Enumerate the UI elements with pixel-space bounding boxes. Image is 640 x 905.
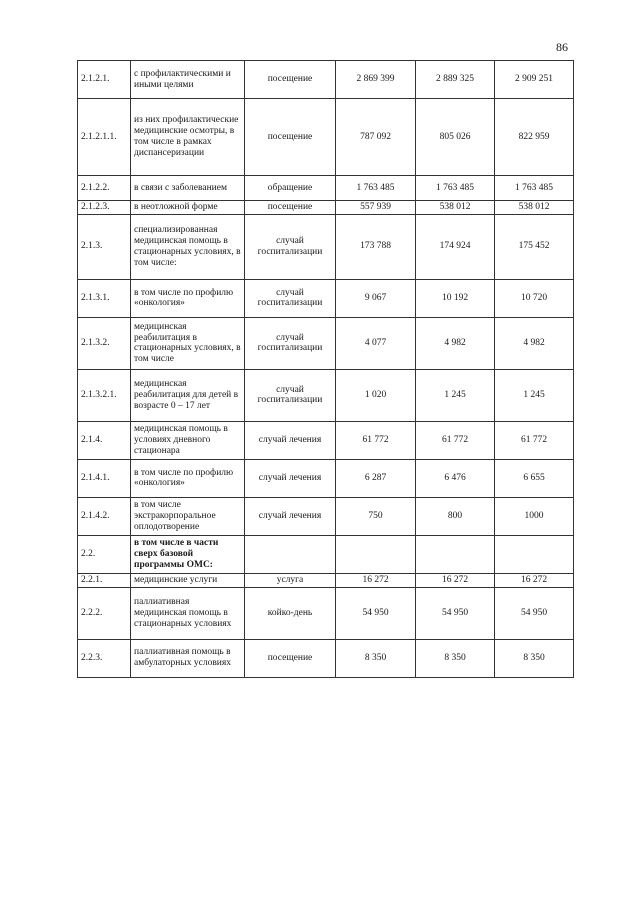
row-name: в связи с заболеванием	[131, 176, 245, 201]
row-name: в неотложной форме	[131, 201, 245, 215]
table-row	[78, 369, 574, 421]
row-code: 2.1.2.2.	[78, 176, 131, 201]
row-code: 2.1.4.2.	[78, 497, 131, 535]
row-value: 10 192	[416, 279, 495, 317]
row-value: 9 067	[336, 279, 416, 317]
row-name: в том числе экстракорпоральное оплодотворение	[131, 497, 245, 535]
row-value: 16 272	[495, 573, 574, 587]
row-value: 173 788	[336, 214, 416, 279]
row-value: 557 939	[336, 201, 416, 215]
row-value: 750	[336, 497, 416, 535]
row-unit: посещение	[245, 201, 336, 215]
row-value: 6 655	[495, 459, 574, 497]
row-value: 8 350	[336, 639, 416, 677]
table-row	[78, 639, 574, 677]
row-value: 16 272	[416, 573, 495, 587]
table-row	[78, 573, 574, 587]
row-value: 4 982	[495, 317, 574, 369]
row-unit: случай госпитализации	[245, 317, 336, 369]
row-value: 805 026	[416, 99, 495, 176]
row-name: паллиативная помощь в амбулаторных условиях	[131, 639, 245, 677]
row-name: в том числе по профилю «онкология»	[131, 279, 245, 317]
row-value: 822 959	[495, 99, 574, 176]
row-code: 2.2.1.	[78, 573, 131, 587]
row-code: 2.1.3.2.1.	[78, 369, 131, 421]
row-value: 1000	[495, 497, 574, 535]
row-code: 2.1.4.1.	[78, 459, 131, 497]
row-code: 2.1.3.1.	[78, 279, 131, 317]
row-value: 8 350	[416, 639, 495, 677]
row-name: в том числе в части сверх базовой программы ОМС:	[131, 535, 245, 573]
row-code: 2.1.3.2.	[78, 317, 131, 369]
row-name: паллиативная медицинская помощь в стационарных условиях	[131, 587, 245, 639]
row-value: 61 772	[336, 421, 416, 459]
data-table	[77, 60, 574, 678]
row-value: 800	[416, 497, 495, 535]
row-code: 2.2.3.	[78, 639, 131, 677]
row-value: 54 950	[416, 587, 495, 639]
row-value: 61 772	[495, 421, 574, 459]
row-value: 2 869 399	[336, 61, 416, 99]
row-value	[416, 535, 495, 573]
row-value: 6 287	[336, 459, 416, 497]
row-value: 16 272	[336, 573, 416, 587]
row-value: 4 982	[416, 317, 495, 369]
row-code: 2.1.2.1.1.	[78, 99, 131, 176]
row-value: 4 077	[336, 317, 416, 369]
row-unit: обращение	[245, 176, 336, 201]
row-code: 2.1.2.1.	[78, 61, 131, 99]
row-unit: посещение	[245, 99, 336, 176]
row-name: медицинская реабилитация для детей в возрасте 0 – 17 лет	[131, 369, 245, 421]
table-row	[78, 317, 574, 369]
row-unit: случай лечения	[245, 421, 336, 459]
table-row	[78, 279, 574, 317]
row-value: 1 020	[336, 369, 416, 421]
row-value: 1 763 485	[495, 176, 574, 201]
row-unit: посещение	[245, 61, 336, 99]
table-row	[78, 176, 574, 201]
table-row	[78, 214, 574, 279]
row-value: 61 772	[416, 421, 495, 459]
row-name: медицинская помощь в условиях дневного стационара	[131, 421, 245, 459]
row-code: 2.1.2.3.	[78, 201, 131, 215]
row-value: 2 909 251	[495, 61, 574, 99]
table-row	[78, 61, 574, 99]
row-unit: случай лечения	[245, 497, 336, 535]
row-name: из них профилактические медицинские осмотры, в том числе в рамках диспансеризации	[131, 99, 245, 176]
row-value: 1 245	[495, 369, 574, 421]
table-row	[78, 497, 574, 535]
row-value: 54 950	[495, 587, 574, 639]
row-value: 175 452	[495, 214, 574, 279]
table-row	[78, 421, 574, 459]
row-value: 538 012	[416, 201, 495, 215]
row-value: 1 763 485	[416, 176, 495, 201]
row-unit: услуга	[245, 573, 336, 587]
row-value: 6 476	[416, 459, 495, 497]
row-value: 1 763 485	[336, 176, 416, 201]
table-row	[78, 587, 574, 639]
table-row	[78, 459, 574, 497]
row-value: 538 012	[495, 201, 574, 215]
row-name: в том числе по профилю «онкология»	[131, 459, 245, 497]
row-name: специализированная медицинская помощь в стационарных условиях, в том числе:	[131, 214, 245, 279]
row-value: 54 950	[336, 587, 416, 639]
row-unit: случай госпитализации	[245, 279, 336, 317]
row-name: медицинская реабилитация в стационарных условиях, в том числе	[131, 317, 245, 369]
row-value: 10 720	[495, 279, 574, 317]
table-row	[78, 535, 574, 573]
row-value: 8 350	[495, 639, 574, 677]
row-value	[495, 535, 574, 573]
row-name: медицинские услуги	[131, 573, 245, 587]
row-unit: посещение	[245, 639, 336, 677]
row-unit: случай лечения	[245, 459, 336, 497]
row-code: 2.2.2.	[78, 587, 131, 639]
row-unit: случай госпитализации	[245, 214, 336, 279]
row-value: 174 924	[416, 214, 495, 279]
row-value: 787 092	[336, 99, 416, 176]
page-number: 86	[556, 40, 568, 54]
row-unit: койко-день	[245, 587, 336, 639]
table-row	[78, 99, 574, 176]
row-name: с профилактическими и иными целями	[131, 61, 245, 99]
row-unit: случай госпитализации	[245, 369, 336, 421]
row-code: 2.2.	[78, 535, 131, 573]
row-unit	[245, 535, 336, 573]
row-code: 2.1.4.	[78, 421, 131, 459]
row-value: 1 245	[416, 369, 495, 421]
row-code: 2.1.3.	[78, 214, 131, 279]
row-value	[336, 535, 416, 573]
table-row	[78, 201, 574, 215]
row-value: 2 889 325	[416, 61, 495, 99]
